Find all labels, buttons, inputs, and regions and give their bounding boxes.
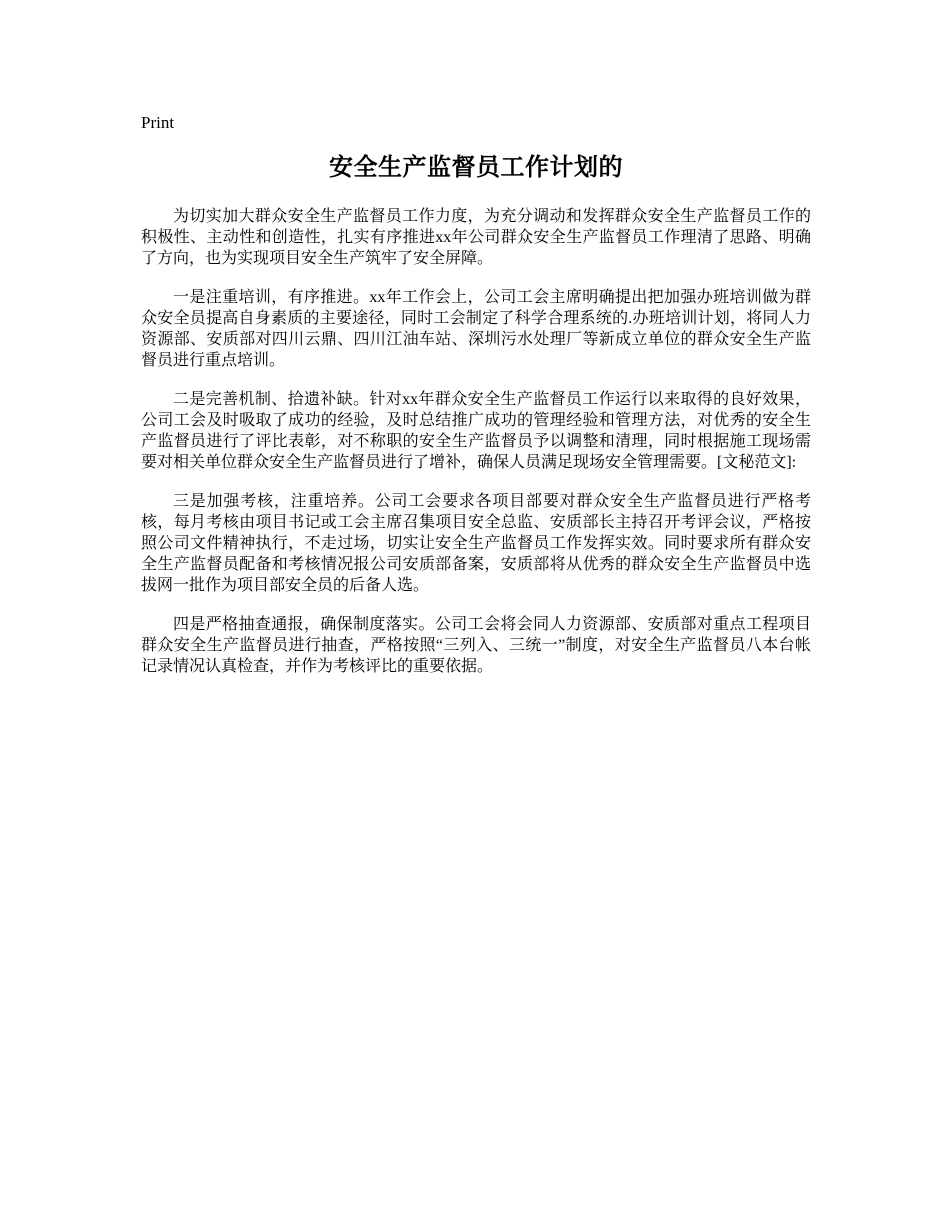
print-label: Print [141,113,175,132]
paragraph-mechanism: 二是完善机制、拾遗补缺。针对xx年群众安全生产监督员工作运行以来取得的良好效果，公司工会及时吸取了成功的经验，及时总结推广成功的管理经验和管理方法，对优秀的安全生产监督员进行了评比表彰，对不称职的安全生产监督员予以调整和清理，同时根据施工现场需要对相关单位群众安全生产监督员进行了增补，确保人员满足现场安全管理需要。[文秘范文]: [141,391,811,471]
paragraph-assessment: 三是加强考核，注重培养。公司工会要求各项目部要对群众安全生产监督员进行严格考核，每月考核由项目书记或工会主席召集项目安全总监、安质部长主持召开考评会议，严格按照公司文件精神执行，不走过场，切实让安全生产监督员工作发挥实效。同时要求所有群众安全生产监督员配备和考核情况报公司安质部备案，安质部将从优秀的群众安全生产监督员中选拔网一批作为项目部安全员的后备人选。 [141,493,811,594]
document-title: 安全生产监督员工作计划的 [329,153,623,181]
paragraph-inspection: 四是严格抽查通报，确保制度落实。公司工会将会同人力资源部、安质部对重点工程项目群众安全生产监督员进行抽查，严格按照“三列入、三统一”制度，对安全生产监督员八本台帐记录情况认真检查，并作为考核评比的重要依据。 [141,616,811,675]
document-page [141,112,811,695]
paragraph-intro: 为切实加大群众安全生产监督员工作力度，为充分调动和发挥群众安全生产监督员工作的积极性、主动性和创造性，扎实有序推进xx年公司群众安全生产监督员工作理清了思路、明确了方向，也为实现项目安全生产筑牢了安全屏障。 [141,208,811,267]
paragraph-training: 一是注重培训，有序推进。xx年工作会上，公司工会主席明确提出把加强办班培训做为群众安全员提高自身素质的主要途径，同时工会制定了科学合理系统的.办班培训计划，将同人力资源部、安质部对四川云鼎、四川江油车站、深圳污水处理厂等新成立单位的群众安全生产监督员进行重点培训。 [141,289,811,369]
